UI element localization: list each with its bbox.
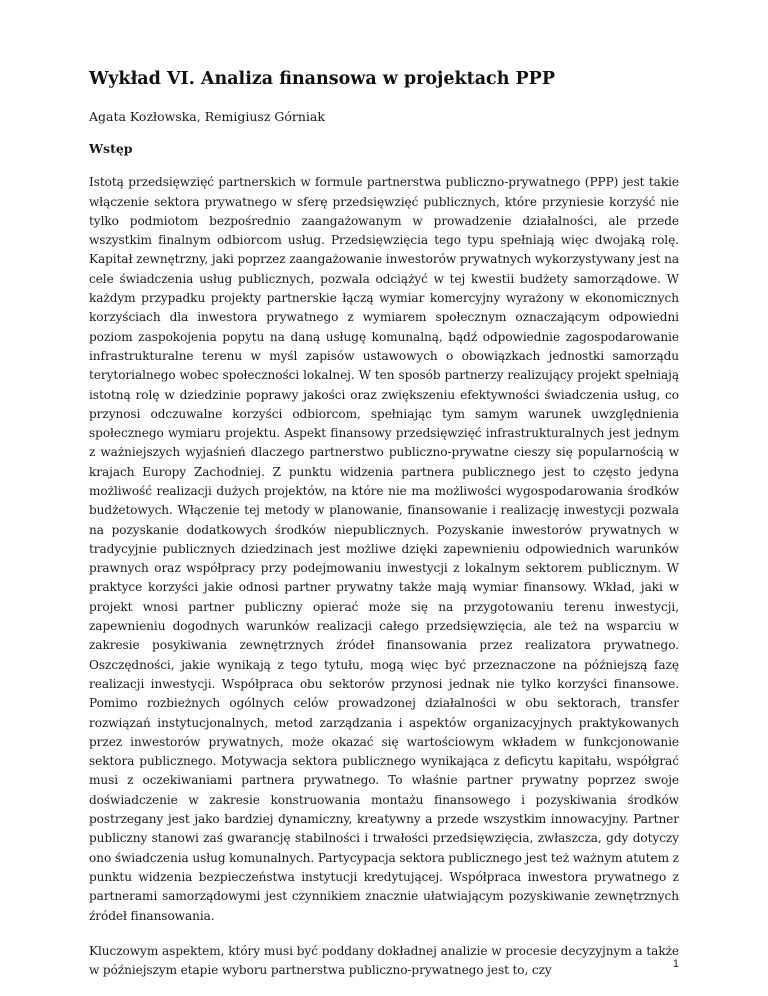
document-body [89, 68, 679, 996]
document-title: Wykład VI. Analiza finansowa w projektach PPP [89, 69, 555, 89]
page-number: 1 [672, 958, 679, 970]
body-paragraph: Kluczowym aspektem, który musi być poddany dokładnej analizie w procesie decyzyjnym a także w późniejszym etapie wyboru partnerstwa publiczno-prywatnego jest to, czy [89, 943, 679, 978]
authors-line: Agata Kozłowska, Remigiusz Górniak [89, 108, 325, 124]
body-paragraph: Istotą przedsięwzięć partnerskich w formule partnerstwa publiczno-prywatnego (PPP) jest takie włączenie sektora prywatnego w sferę przedsięwzięć publicznych, które przyniesie korzyść nie tylko podmiotom bezpośrednio zaangażowanym w prowadzenie działalności, ale przede wszystkim finalnym odbiorcom usług. Przedsięwzięcia tego typu spełniają więc dwojaką rolę. Kapitał zewnętrzny, jaki poprzez zaangażowanie inwestorów prywatnych wykorzystywany jest na cele świadczenia usług publicznych, pozwala odciążyć w tej kwestii budżety samorządowe. W każdym przypadku projekty partnerskie łączą wymiar komercyjny wyrażony w ekonomicznych korzyściach dla inwestora prywatnego z wymiarem społecznym oznaczającym odpowiedni poziom zaspokojenia popytu na daną usługę komunalną, bądź odpowiednie zagospodarowanie infrastrukturalne terenu w myśl zapisów ustawowych o obowiązkach jednostki samorządu terytorialnego wobec społeczności lokalnej. W ten sposób partnerzy realizujący projekt spełniają istotną rolę w dziedzinie poprawy jakości oraz zwiększeniu efektywności świadczenia usług, co przynosi odczuwalne korzyści odbiorcom, spełniając tym samym warunek uwzględnienia społecznego wymiaru projektu. Aspekt finansowy przedsięwzięć infrastrukturalnych jest jednym z ważniejszych wyjaśnień dlaczego partnerstwo publiczno-prywatne cieszy się popularnością w krajach Europy Zachodniej. Z punktu widzenia partnera publicznego jest to często jedyna możliwość realizacji dużych projektów, na które nie ma możliwości wygospodarowania środków budżetowych. Włączenie tej metody w planowanie, finansowanie i realizację inwestycji pozwala na pozyskanie dodatkowych środków niepublicznych. Pozyskanie inwestorów prywatnych w tradycyjnie publicznych dziedzinach jest możliwe dzięki zapewnieniu odpowiednich warunków prawnych oraz współpracy przy podejmowaniu inwestycji z lokalnym sektorem publicznym. W praktyce korzyści jakie odnosi partner prywatny także mają wymiar finansowy. Wkład, jaki w projekt wnosi partner publiczny opierać może się na przygotowaniu terenu inwestycji, zapewnieniu dogodnych warunków realizacji całego przedsięwzięcia, ale też na wsparciu w zakresie posykiwania zewnętrznych źródeł finansowania przez realizatora prywatnego. Oszczędności, jakie wynikają z tego tytułu, mogą więc być przeznaczone na późniejszą fazę realizacji inwestycji. Współpraca obu sektorów przynosi jednak nie tylko korzyści finansowe. Pomimo rozbieżnych ogólnych celów prowadzonej działalności w obu sektorach, transfer rozwiązań instytucjonalnych, metod zarządzania i aspektów organizacyjnych praktykowanych przez inwestorów prywatnych, może okazać się wartościowym wkładem w funkcjonowanie sektora publicznego. Motywacja sektora publicznego wynikająca z deficytu kapitału, współgrać musi z oczekiwaniami partnera prywatnego. To właśnie partner prywatny poprzez swoje doświadczenie w zakresie konstruowania montażu finansowego i pozyskiwania środków postrzegany jest jako bardziej dynamiczny, kreatywny a przede wszystkim innowacyjny. Partner publiczny stanowi zaś gwarancję stabilności i trwałości przedsięwzięcia, zwłaszcza, gdy dotyczy ono świadczenia usług komunalnych. Partycypacja sektora publicznego jest też ważnym atutem z punktu widzenia bezpieczeństwa instytucji kredytującej. Współpraca inwestora prywatnego z partnerami samorządowymi jest czynnikiem znacznie ułatwiającym pozyskiwanie zewnętrznych źródeł finansowania. [89, 175, 679, 923]
section-heading: Wstęp [89, 141, 133, 156]
